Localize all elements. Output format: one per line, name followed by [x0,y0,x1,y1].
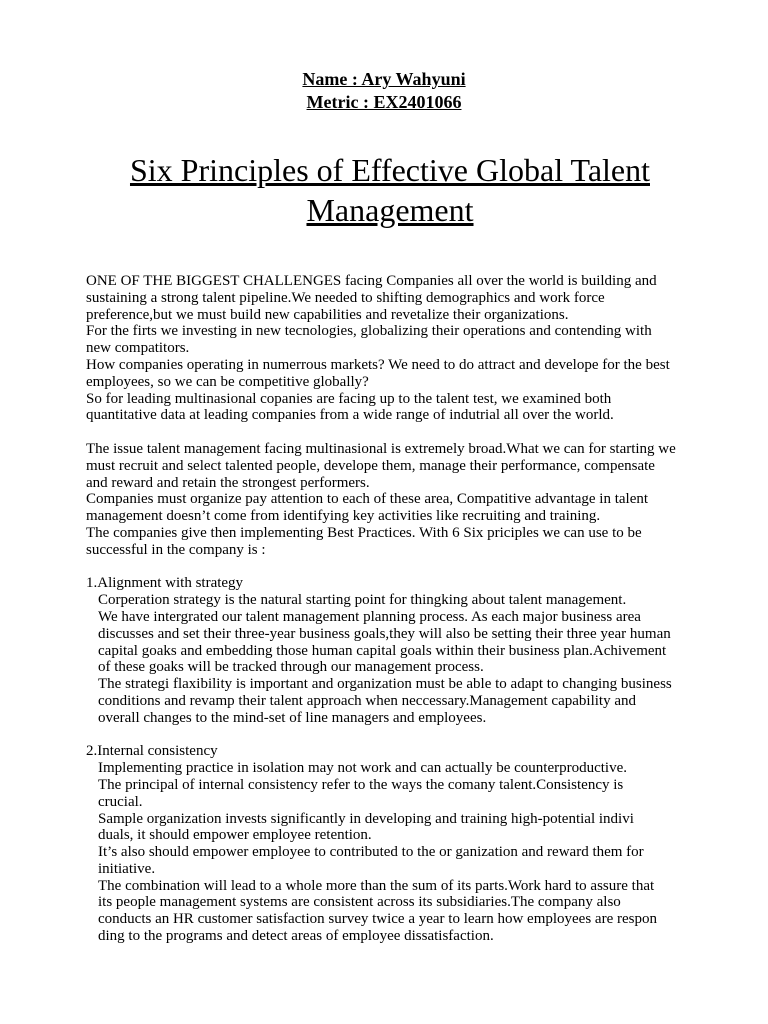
author-name: Name : Ary Wahyuni [302,69,466,89]
text-line: How companies operating in numerrous markets? We need to do attract and develope for the best [86,356,670,373]
text-line: discusses and set their three-year business goals,they will also be setting their three year human [98,625,671,642]
text-line: The principal of internal consistency refer to the ways the comany talent.Consistency is [98,776,624,793]
text-line: conducts an HR customer satisfaction survey twice a year to learn how employees are respon [98,911,657,928]
author-metric: Metric : EX2401066 [306,92,462,112]
text-line: conditions and revamp their talent approach when neccessary.Management capability and [98,692,636,709]
text-line: For the firts we investing in new tecnologies, globalizing their operations and contending with [86,323,652,340]
text-line: preference,but we must build new capabilities and revetalize their organizations. [86,306,569,323]
principle-1-section [86,575,708,726]
text-line: The issue talent management facing multinasional is extremely broad.What we can for starting we [86,440,676,457]
text-line: Corperation strategy is the natural starting point for thingking about talent management. [98,592,627,609]
text-line: quantitative data at leading companies from a wide range of indutrial all over the world. [86,407,614,424]
text-line: duals, it should empower employee retention. [98,827,372,844]
paragraph-gap [86,424,708,441]
text-line: management doesn’t come from identifying key activities like recruiting and training. [86,508,601,525]
text-line: The combination will lead to a whole more than the sum of its parts.Work hard to assure that [98,877,655,894]
text-line: overall changes to the mind-set of line managers and employees. [98,709,487,726]
text-line: It’s also should empower employee to contributed to the or ganization and reward them for [98,844,644,861]
document-body [86,273,708,945]
document-title [80,150,700,230]
paragraph-gap [86,727,708,744]
text-line: We have intergrated our talent management planning process. As each major business area [98,608,641,625]
intro-paragraph [86,273,708,424]
text-line: ONE OF THE BIGGEST CHALLENGES facing Companies all over the world is building and [86,273,657,289]
principle-2-section [86,743,708,945]
text-line: its people management systems are consistent across its subsidiaries.The company also [98,894,621,911]
title-line-2: Management [306,192,474,228]
text-line: Companies must organize pay attention to each of these area, Compatitive advantage in talent [86,491,649,508]
text-line: Implementing practice in isolation may not work and can actually be counterproductive. [98,760,627,777]
text-line: capital goaks and embedding those human capital goals within their business plan.Achivement [98,642,667,659]
text-line: new compatitors. [86,340,190,357]
text-line: initiative. [98,860,156,877]
principle-1-heading: 1.Alignment with strategy [86,575,244,592]
text-line: and reward and retain the strongest performers. [86,474,370,491]
paragraph-gap [86,559,708,576]
text-line: So for leading multinasional copanies are facing up to the talent test, we examined both [86,390,612,407]
text-line: must recruit and select talented people, develope them, manage their performance, compensate [86,457,655,474]
author-header [0,68,768,114]
text-line: ding to the programs and detect areas of employee dissatisfaction. [98,928,494,945]
text-line: The companies give then implementing Best Practices. With 6 Six priciples we can use to be [86,524,642,541]
issue-paragraph [86,441,708,559]
text-line: crucial. [98,793,143,810]
text-line: The strategi flaxibility is important and organization must be able to adapt to changing business [98,676,672,693]
title-line-1: Six Principles of Effective Global Talent [129,152,650,188]
text-line: employees, so we can be competitive globally? [86,373,369,390]
text-line: of these goaks will be tracked through our management process. [98,659,484,676]
principle-2-heading: 2.Internal consistency [86,743,218,760]
text-line: sustaining a strong talent pipeline.We needed to shifting demographics and work force [86,289,605,306]
text-line: successful in the company is : [86,541,266,558]
text-line: Sample organization invests significantly in developing and training high-potential indivi [98,810,634,827]
